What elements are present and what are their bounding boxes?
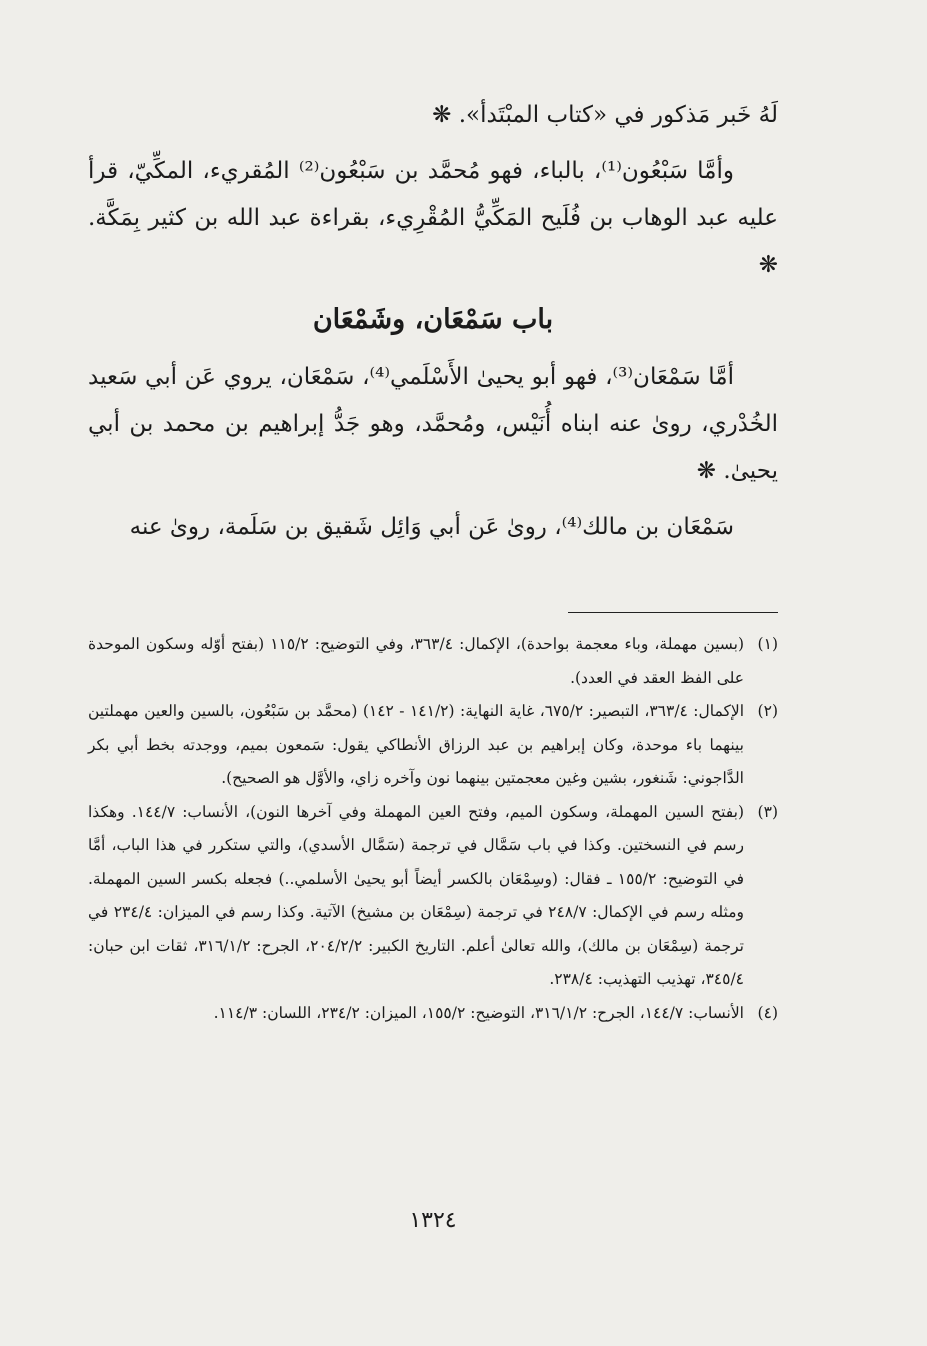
footnote-4 (88, 997, 778, 1031)
paragraph-3: أمَّا سَمْعَان⁽³⁾، فهو أبو يحيىٰ الأَسْلَمي⁽⁴⁾، سَمْعَان، يروي عَن أبي سَعيد الخُدْري، روىٰ عنه ابناه أُنَيْس، ومُحمَّد، وهو جَدُّ إبراهيم بن محمد بن أبي يحيىٰ. ❋ (88, 364, 778, 484)
footnote-1 (88, 628, 778, 695)
footnote-number: (٣) (757, 802, 778, 821)
footnotes (88, 628, 778, 1030)
section-heading: باب سَمْعَان، وشَمْعَان (312, 304, 554, 335)
footnote-text: الإكمال: ٣٦٣/٤، التبصير: ٦٧٥/٢، غاية النهاية: (١٤١/٢ - ١٤٢) (محمَّد بن سَبْعُون، بالسين والعين مهملتين بينهما باء موحدة، وكان إبراهيم بن عبد الرزاق الأنطاكي يقول: سَمعون بميم، ووجدته بخط أبي بكر الدَّاجوني: شَنغور، بشين وغين معجمتين بينهما نون وآخره زاي، والأوَّل هو الصحيح). (88, 702, 745, 787)
footnote-divider (568, 612, 778, 613)
footnote-number: (٤) (757, 1003, 778, 1022)
footnote-number: (١) (757, 635, 778, 653)
paragraph-4: سَمْعَان بن مالك⁽⁴⁾، روىٰ عَن أبي وَائِل شَقيق بن سَلَمة، روىٰ عنه (129, 514, 734, 540)
main-text (88, 92, 778, 551)
paragraph-2: وأمَّا سَبْعُون⁽¹⁾، بالباء، فهو مُحمَّد بن سَبْعُون⁽²⁾ المُقريء، المكِّيّ، قرأ عليه عبد الوهاب بن فُلَيح المَكِّيُّ المُقْرِيء، بقراءة عبد الله بن كثير بِمَكَّة. ❋ (88, 158, 778, 278)
book-page (88, 92, 778, 1322)
footnote-text: (بسين مهملة، وباء معجمة بواحدة)، الإكمال: ٣٦٣/٤، وفي التوضيح: ١١٥/٢ (بفتح أوّله وسكون الموحدة على الفظ العقد في العدد). (88, 635, 744, 687)
footnote-2 (88, 695, 778, 796)
footnote-text: (بفتح السين المهملة، وسكون الميم، وفتح العين المهملة وفي آخرها النون)، الأنساب: ١٤٤/٧. وهكذا رسم في النسختين. وكذا في باب سَمَّال في ترجمة (سَمَّال الأسدي)، والتي ستكرر في هذا الباب، أمَّا في التوضيح: ١٥٥/٢ ـ فقال: (وسِمْعَان بالكسر أيضاً أبو يحيىٰ الأسلمي..) فجعله بكسر السين المهملة. ومثله رسم في الإكمال: ٢٤٨/٧ في ترجمة (سِمْعَان بن مشيخ) الآتية. وكذا رسم في الميزان: ٢٣٤/٤ في ترجمة (سِمْعَان بن مالك)، والله تعالىٰ أعلم. التاريخ الكبير: ٢٠٤/٢/٢، الجرح: ٣١٦/١/٢، ثقات ابن حبان: ٣٤٥/٤، تهذيب التهذيب: ٢٣٨/٤. (88, 802, 745, 988)
paragraph-1: لَهُ خَبر مَذكور في «كتاب المبْتَدأ». ❋ (432, 102, 778, 128)
footnote-text: الأنساب: ١٤٤/٧، الجرح: ٣١٦/١/٢، التوضيح: ١٥٥/٢، الميزان: ٢٣٤/٢، اللسان: ١١٤/٣. (213, 1003, 744, 1022)
footnote-3 (88, 796, 778, 997)
footnote-number: (٢) (757, 702, 778, 720)
page-number: ١٣٢٤ (409, 1208, 457, 1233)
